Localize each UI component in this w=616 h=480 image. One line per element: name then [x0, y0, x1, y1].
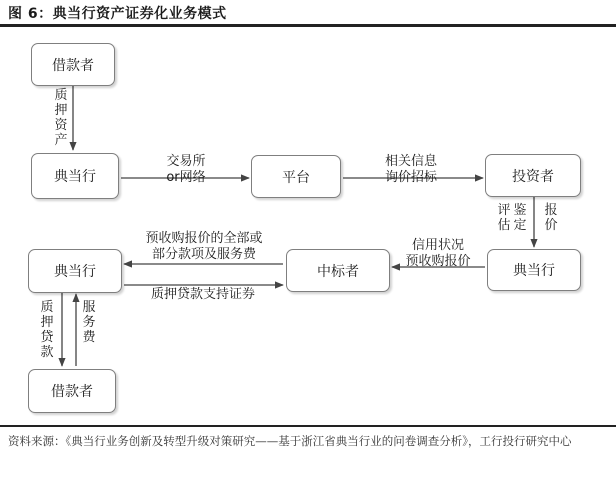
edge-label-related-info	[356, 154, 466, 186]
source-rule	[0, 425, 616, 427]
edge-label-service-fee: 服务费	[82, 300, 96, 345]
edge-label-payment	[122, 231, 286, 263]
node-borrower-top	[31, 43, 115, 86]
edge-label-pledge-assets: 质押资产	[54, 88, 68, 148]
node-investor	[485, 154, 581, 197]
figure-title: 图 6：典当行资产证券化业务模式	[8, 6, 227, 22]
node-label: 典当行	[54, 264, 96, 280]
edge-label-line: 信用状况	[411, 238, 464, 253]
node-pawnshop-bottom	[28, 249, 122, 293]
node-pawnshop-top	[31, 153, 119, 199]
edge-label-line: 预收购报价的全部或	[145, 231, 263, 246]
edge-label-line: 相关信息	[384, 154, 437, 169]
node-label: 平台	[282, 169, 310, 186]
node-label: 投资者	[512, 168, 554, 185]
node-label: 借款者	[51, 384, 93, 400]
figure-source: 资料来源：《典当行业务创新及转型升级对策研究——基于浙江省典当行业的问卷调查分析》，工行投行研究中心	[8, 434, 572, 448]
edge-label-pledge-loan: 质押贷款	[40, 300, 54, 360]
edge-label-rating-2: 鉴定	[513, 203, 527, 233]
node-platform	[251, 155, 341, 198]
edge-label-line: 询价招标	[384, 170, 437, 185]
edge-label-rating-1: 评估	[497, 203, 511, 233]
node-label: 典当行	[513, 263, 555, 279]
node-label: 典当行	[54, 169, 96, 185]
edge-label-quote: 报价	[544, 203, 558, 233]
node-winning-bidder	[286, 249, 390, 292]
edge-label-line: 部分款项及服务费	[151, 247, 256, 262]
edge-label-credit-status	[392, 238, 484, 270]
edge-label-via-exchange	[140, 154, 232, 186]
node-borrower-bottom	[28, 369, 116, 413]
edge-label-securities: 质押贷款支持证券	[150, 287, 255, 302]
edge-label-line: or网络	[166, 170, 206, 185]
node-label: 借款者	[52, 57, 94, 74]
node-label: 中标者	[317, 263, 359, 280]
node-pawnshop-right	[487, 249, 581, 291]
edge-label-line: 预收购报价	[405, 254, 471, 269]
edge-label-line: 交易所	[166, 154, 206, 169]
